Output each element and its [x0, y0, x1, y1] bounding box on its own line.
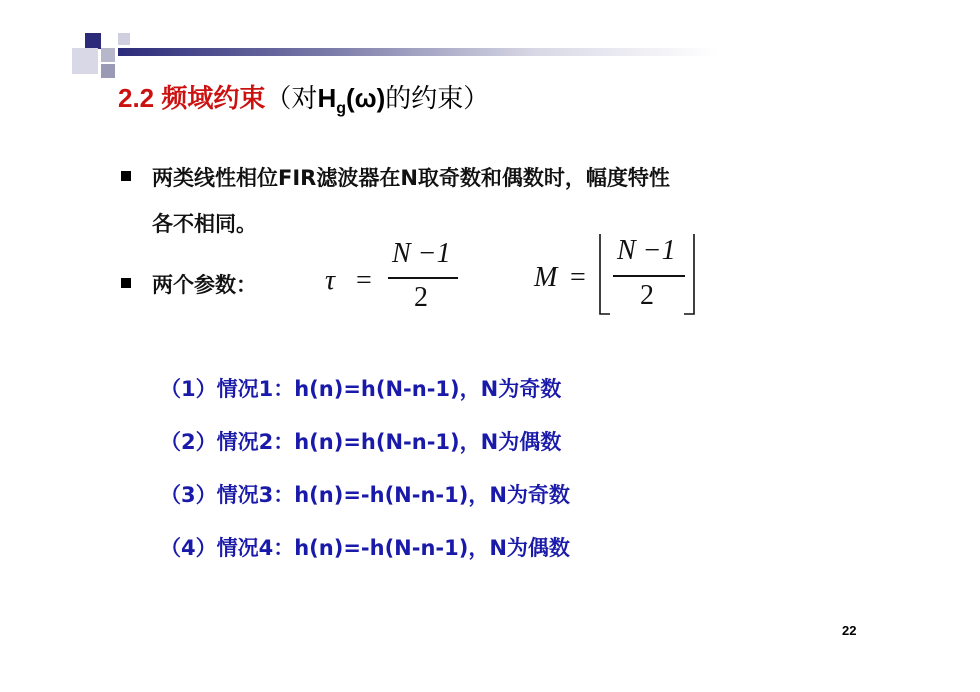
deco-square-light — [72, 48, 98, 74]
bullet-1-line-2: 各不相同。 — [152, 212, 257, 236]
tau-symbol: τ — [325, 265, 336, 296]
case-2: （2）情况2：h(n)=h(N-n-1)，N为偶数 — [160, 430, 562, 454]
deco-square-top — [118, 33, 130, 45]
title-black-prefix: 对 — [291, 83, 318, 113]
title-paren-close: ） — [463, 83, 490, 113]
slide-title — [118, 78, 489, 118]
M-denominator: 2 — [640, 280, 654, 311]
bullet-1-line-1: 两类线性相位FIR滤波器在N取奇数和偶数时，幅度特性 — [152, 166, 670, 190]
tau-fraction-bar — [388, 277, 458, 279]
case-4: （4）情况4：h(n)=-h(N-n-1)，N为偶数 — [160, 536, 570, 560]
M-fraction-bar — [613, 275, 685, 277]
M-numerator: N −1 — [617, 235, 676, 266]
title-red-text: 频域约束 — [161, 83, 266, 113]
deco-square-mid — [101, 48, 115, 62]
bullet-square-2 — [121, 278, 131, 288]
title-subscript-g: g — [336, 100, 346, 117]
page-number: 22 — [842, 623, 857, 638]
tau-equals: = — [356, 265, 372, 296]
bullet-2-label: 两个参数： — [152, 273, 257, 297]
section-number: 2.2 — [118, 83, 155, 113]
case-3: （3）情况3：h(n)=-h(N-n-1)，N为奇数 — [160, 483, 570, 507]
tau-denominator: 2 — [414, 282, 428, 313]
M-equals: = — [570, 262, 586, 293]
title-omega: (ω) — [346, 83, 386, 113]
M-symbol: M — [534, 262, 558, 293]
header-gradient-bar — [118, 48, 718, 56]
bullet-square-1 — [121, 171, 131, 181]
case-1: （1）情况1：h(n)=h(N-n-1)，N为奇数 — [160, 377, 562, 401]
title-paren-open: （ — [265, 83, 292, 113]
title-black-suffix: 的约束 — [385, 83, 464, 113]
tau-numerator: N −1 — [392, 238, 451, 269]
deco-square-gray — [101, 64, 115, 78]
title-H: H — [317, 83, 337, 113]
deco-square-navy — [85, 33, 101, 49]
